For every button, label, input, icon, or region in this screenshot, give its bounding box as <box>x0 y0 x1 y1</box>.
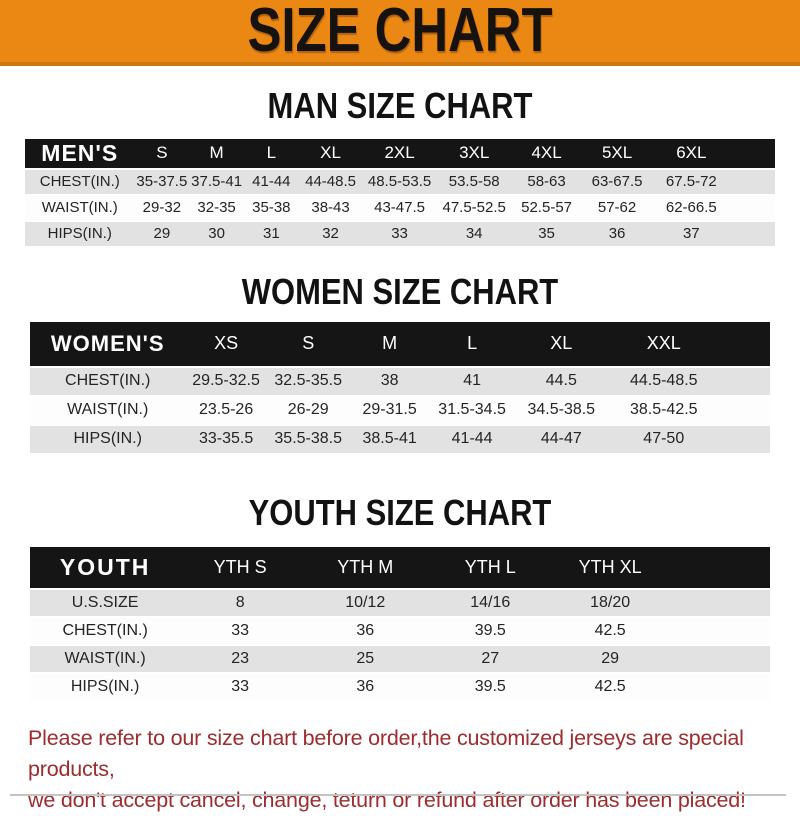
size-cell: 47.5-52.5 <box>437 196 512 220</box>
banner-title: SIZE CHART <box>247 0 553 65</box>
youth-size-table <box>30 545 770 702</box>
size-column-header: 5XL <box>581 139 652 168</box>
youth-size-section <box>0 491 800 703</box>
filler-cell <box>730 196 775 220</box>
size-column-header: M <box>350 322 430 366</box>
table-row <box>30 368 770 395</box>
size-cell: 35-37.5 <box>135 170 190 194</box>
table-corner-label: MEN'S <box>25 139 135 168</box>
filler-cell <box>670 547 770 588</box>
size-cell: 41 <box>430 368 515 395</box>
size-cell: 41-44 <box>244 170 299 194</box>
youth-size-heading: YOUTH SIZE CHART <box>248 491 552 533</box>
size-cell: 18/20 <box>550 590 670 616</box>
filler-cell <box>730 139 775 168</box>
size-cell: 38.5-42.5 <box>608 397 720 424</box>
size-column-header: 4XL <box>512 139 582 168</box>
size-cell: 23 <box>180 646 300 672</box>
footer-line-2: we don't accept cancel, change, teturn or refund after order has been placed! <box>28 788 746 813</box>
size-cell: 41-44 <box>430 426 515 453</box>
size-cell: 33 <box>180 618 300 644</box>
size-column-header: 6XL <box>653 139 730 168</box>
filler-cell <box>720 397 770 424</box>
size-cell: 63-67.5 <box>581 170 652 194</box>
row-label: CHEST(IN.) <box>30 618 180 644</box>
size-column-header: S <box>135 139 190 168</box>
size-column-header: M <box>189 139 244 168</box>
size-cell: 52.5-57 <box>512 196 582 220</box>
size-cell: 32.5-35.5 <box>267 368 350 395</box>
table-header-row <box>25 139 775 168</box>
size-cell: 47-50 <box>608 426 720 453</box>
man-size-section <box>0 87 800 248</box>
table-row <box>30 674 770 700</box>
size-cell: 35 <box>512 222 582 246</box>
size-cell: 39.5 <box>430 674 550 700</box>
filler-cell <box>730 222 775 246</box>
table-row <box>25 170 775 194</box>
table-row <box>30 397 770 424</box>
size-column-header: XXL <box>608 322 720 366</box>
size-cell: 29-32 <box>135 196 190 220</box>
size-cell: 37.5-41 <box>189 170 244 194</box>
size-cell: 48.5-53.5 <box>362 170 436 194</box>
size-column-header: S <box>267 322 350 366</box>
size-cell: 31.5-34.5 <box>430 397 515 424</box>
size-cell: 32 <box>299 222 363 246</box>
size-cell: 30 <box>189 222 244 246</box>
filler-cell <box>720 426 770 453</box>
size-cell: 26-29 <box>267 397 350 424</box>
size-cell: 57-62 <box>581 196 652 220</box>
table-row <box>30 618 770 644</box>
size-cell: 29.5-32.5 <box>185 368 266 395</box>
size-column-header: 2XL <box>362 139 436 168</box>
filler-cell <box>670 646 770 672</box>
women-size-heading: WOMEN SIZE CHART <box>241 270 559 312</box>
size-cell: 44.5 <box>515 368 608 395</box>
bottom-divider <box>10 794 786 796</box>
size-column-header: YTH M <box>300 547 430 588</box>
size-cell: 33-35.5 <box>185 426 266 453</box>
size-column-header: XL <box>299 139 363 168</box>
row-label: CHEST(IN.) <box>30 368 185 395</box>
size-cell: 29 <box>135 222 190 246</box>
size-column-header: YTH XL <box>550 547 670 588</box>
table-row <box>25 222 775 246</box>
filler-cell <box>670 618 770 644</box>
footer-line-1: Please refer to our size chart before order,the customized jerseys are special products, <box>28 726 744 782</box>
size-cell: 44-47 <box>515 426 608 453</box>
man-size-table <box>25 137 775 248</box>
table-corner-label: YOUTH <box>30 547 180 588</box>
size-cell: 29 <box>550 646 670 672</box>
banner <box>0 0 800 66</box>
table-row <box>30 590 770 616</box>
size-cell: 43-47.5 <box>362 196 436 220</box>
size-cell: 38-43 <box>299 196 363 220</box>
table-header-row <box>30 547 770 588</box>
size-cell: 37 <box>653 222 730 246</box>
size-cell: 36 <box>300 674 430 700</box>
row-label: WAIST(IN.) <box>30 646 180 672</box>
size-cell: 23.5-26 <box>185 397 266 424</box>
filler-cell <box>720 368 770 395</box>
filler-cell <box>670 590 770 616</box>
filler-cell <box>730 170 775 194</box>
size-cell: 10/12 <box>300 590 430 616</box>
size-column-header: XS <box>185 322 266 366</box>
women-size-section <box>0 270 800 455</box>
size-cell: 42.5 <box>550 674 670 700</box>
row-label: WAIST(IN.) <box>25 196 135 220</box>
footer-note <box>28 723 780 816</box>
size-cell: 31 <box>244 222 299 246</box>
table-row <box>30 646 770 672</box>
size-column-header: L <box>430 322 515 366</box>
size-cell: 36 <box>300 618 430 644</box>
table-header-row <box>30 322 770 366</box>
table-row <box>30 426 770 453</box>
size-cell: 36 <box>581 222 652 246</box>
size-cell: 27 <box>430 646 550 672</box>
row-label: HIPS(IN.) <box>30 426 185 453</box>
size-cell: 53.5-58 <box>437 170 512 194</box>
size-cell: 34 <box>437 222 512 246</box>
size-cell: 38.5-41 <box>350 426 430 453</box>
row-label: HIPS(IN.) <box>30 674 180 700</box>
size-column-header: XL <box>515 322 608 366</box>
size-cell: 35.5-38.5 <box>267 426 350 453</box>
size-cell: 58-63 <box>512 170 582 194</box>
size-column-header: 3XL <box>437 139 512 168</box>
size-cell: 32-35 <box>189 196 244 220</box>
size-column-header: YTH L <box>430 547 550 588</box>
size-cell: 8 <box>180 590 300 616</box>
size-cell: 67.5-72 <box>653 170 730 194</box>
size-cell: 44-48.5 <box>299 170 363 194</box>
size-cell: 33 <box>362 222 436 246</box>
size-cell: 34.5-38.5 <box>515 397 608 424</box>
size-cell: 33 <box>180 674 300 700</box>
size-cell: 35-38 <box>244 196 299 220</box>
size-cell: 14/16 <box>430 590 550 616</box>
table-row <box>25 196 775 220</box>
row-label: HIPS(IN.) <box>25 222 135 246</box>
size-cell: 39.5 <box>430 618 550 644</box>
row-label: CHEST(IN.) <box>25 170 135 194</box>
women-size-table <box>30 320 770 455</box>
row-label: WAIST(IN.) <box>30 397 185 424</box>
row-label: U.S.SIZE <box>30 590 180 616</box>
filler-cell <box>670 674 770 700</box>
size-cell: 42.5 <box>550 618 670 644</box>
size-cell: 44.5-48.5 <box>608 368 720 395</box>
size-cell: 25 <box>300 646 430 672</box>
size-cell: 62-66.5 <box>653 196 730 220</box>
filler-cell <box>720 322 770 366</box>
size-column-header: L <box>244 139 299 168</box>
man-size-heading: MAN SIZE CHART <box>267 85 533 126</box>
size-column-header: YTH S <box>180 547 300 588</box>
size-cell: 29-31.5 <box>350 397 430 424</box>
size-cell: 38 <box>350 368 430 395</box>
table-corner-label: WOMEN'S <box>30 322 185 366</box>
